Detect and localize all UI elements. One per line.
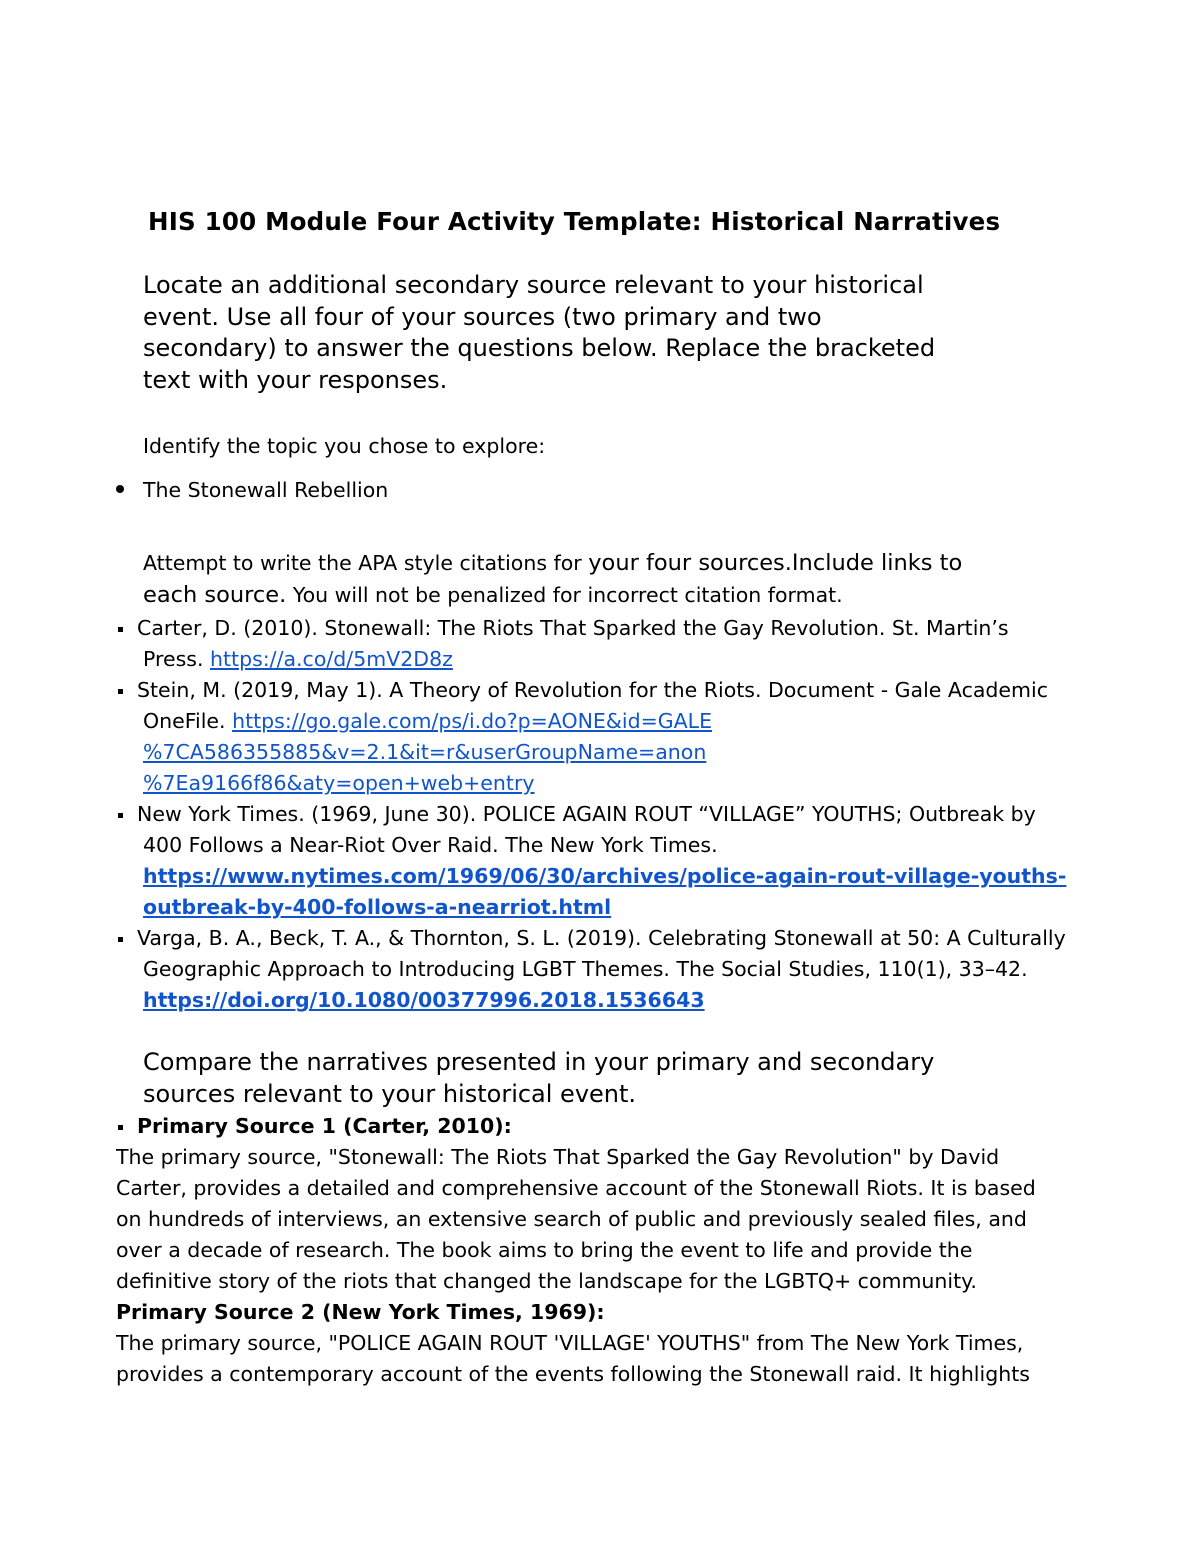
paragraph-line: over a decade of research. The book aims to bring the event to life and provide the [116,1238,973,1262]
paragraph-line: Carter, provides a detailed and comprehensive account of the Stonewall Riots. It is based [116,1176,1036,1200]
topic-prompt: Identify the topic you chose to explore: [143,434,546,458]
paragraph-line: provides a contemporary account of the events following the Stonewall raid. It highlights [116,1362,1030,1386]
paragraph-line: The primary source, "POLICE AGAIN ROUT 'VILLAGE' YOUTHS" from The New York Times, [116,1331,1024,1355]
citation-line: 400 Follows a Near-Riot Over Raid. The New York Times. [143,833,718,857]
bullet-icon [118,689,123,694]
paragraph-line: on hundreds of interviews, an extensive search of public and previously sealed files, and [116,1207,1027,1231]
bullet-icon [116,485,124,493]
citation-line: Varga, B. A., Beck, T. A., & Thornton, S. L. (2019). Celebrating Stonewall at 50: A Culturally [137,926,1066,950]
compare-heading [143,1047,934,1110]
paragraph-line: definitive story of the riots that changed the landscape for the LGBTQ+ community. [116,1269,977,1293]
intro-line: text with your responses. [143,365,448,394]
topic-answer: The Stonewall Rebellion [143,478,389,502]
intro-line: Locate an additional secondary source relevant to your historical [143,271,924,299]
citation-prompt-emphasis: each source. [143,582,287,608]
citation-link[interactable]: https://a.co/d/5mV2D8z [210,647,453,671]
compare-heading-line: Compare the narratives presented in your primary and secondary [143,1048,935,1076]
citation-line: Geographic Approach to Introducing LGBT Themes. The Social Studies, 110(1), 33–42. [143,957,1028,981]
citation-link[interactable]: https://go.gale.com/ps/i.do?p=AONE&id=GALE [232,709,713,733]
compare-heading-line: sources relevant to your historical event. [143,1079,637,1108]
citation-line [143,771,535,795]
citation-prompt-text: You will not be penalized for incorrect citation format. [286,583,843,607]
citation-prompt-text: Attempt to write the APA style citations for [143,551,589,575]
citation-prompt [143,550,962,576]
citation-link[interactable]: %7Ea9166f86&aty=open+web+entry [143,771,535,795]
citation-text: Press. [143,647,210,671]
citation-link[interactable]: outbreak-by-400-follows-a-nearriot.html [143,895,612,919]
bullet-icon [118,813,123,818]
citation-line: Stein, M. (2019, May 1). A Theory of Revolution for the Riots. Document - Gale Academic [137,678,1048,702]
intro-line: event. Use all four of your sources (two primary and two [143,302,822,331]
primary-source-2-heading: Primary Source 2 (New York Times, 1969): [116,1300,605,1324]
bullet-icon [118,1125,123,1130]
bullet-icon [118,937,123,942]
citation-line: Carter, D. (2010). Stonewall: The Riots That Sparked the Gay Revolution. St. Martin’s [137,616,1009,640]
citation-line [143,988,705,1012]
citation-line [143,709,712,733]
citation-link[interactable]: https://doi.org/10.1080/00377996.2018.1536643 [143,988,705,1012]
citation-line: New York Times. (1969, June 30). POLICE AGAIN ROUT “VILLAGE” YOUTHS; Outbreak by [137,802,1036,826]
citation-prompt-emphasis: your four sources.Include links to [588,550,963,576]
bullet-icon [118,627,123,632]
citation-link[interactable]: https://www.nytimes.com/1969/06/30/archives/police-again-rout-village-youths- [143,864,1067,888]
primary-source-1-heading: Primary Source 1 (Carter, 2010): [137,1114,512,1138]
citation-line [143,740,706,764]
citation-prompt-line2 [143,582,843,608]
intro-line: secondary) to answer the questions below. Replace the bracketed [143,334,936,362]
paragraph-line: The primary source, "Stonewall: The Riots That Sparked the Gay Revolution" by David [116,1145,1000,1169]
citation-line [143,864,1066,888]
intro-paragraph [143,270,1043,396]
citation-line [143,647,453,671]
citation-text: OneFile. [143,709,233,733]
citation-line [143,895,611,919]
document-title: HIS 100 Module Four Activity Template: Historical Narratives [148,207,1001,236]
citation-link[interactable]: %7CA586355885&v=2.1&it=r&userGroupName=anon [143,740,707,764]
